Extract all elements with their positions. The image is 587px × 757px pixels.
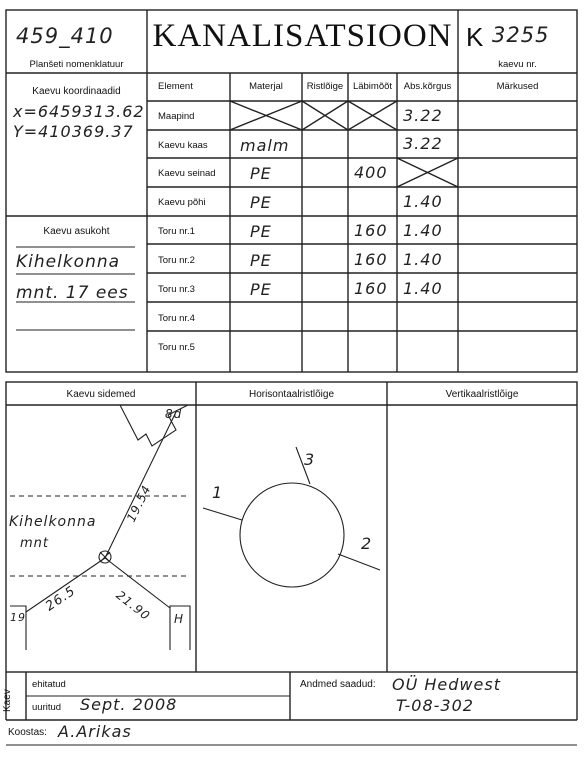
row-material: PE [250,251,272,270]
row-element: Kaevu kaas [158,140,208,151]
distance-left: 26.5 [43,583,79,615]
row-height: 3.22 [403,106,443,125]
well-number: 3255 [492,23,550,47]
coordinate-y: Y=410369.37 [13,122,134,141]
col-header-element: Element [158,81,193,92]
corner-label-left: 19 [10,611,26,624]
row-material: PE [250,222,272,241]
distance-right: 21.90 [113,588,154,624]
data-source-code: T-08-302 [396,696,474,715]
location-label: Kaevu asukoht [43,226,110,237]
horizontal-section-drawing [203,447,380,587]
row-element: Toru nr.4 [158,313,195,324]
footer-side-label: Kaev [2,689,13,712]
row-height: 1.40 [403,221,443,240]
row-element: Kaevu seinad [158,168,216,179]
well-prefix: K [466,22,484,52]
distance-up: 19.54 [124,482,154,525]
row-height: 1.40 [403,279,443,298]
built-label: ehitatud [32,679,66,690]
row-diameter: 160 [354,250,388,269]
pipe-1-label: 1 [212,483,224,502]
location-line-1: Kihelkonna [16,252,121,272]
row-height: 1.40 [403,250,443,269]
page-title: KANALISATSIOON [152,18,453,54]
road-label-suffix: mnt [20,536,49,551]
row-element: Toru nr.2 [158,255,195,266]
row-material: PE [250,193,272,212]
row-element: Maapind [158,111,195,122]
section-vertical-title: Vertikaalristlõige [445,389,519,400]
compiled-label: Koostas: [8,727,47,738]
pipe-3-label: 3 [304,450,316,469]
row-element: Kaevu põhi [158,197,206,208]
row-diameter: 160 [354,279,388,298]
row-height: 1.40 [403,192,443,211]
surveyed-label: uuritud [32,702,62,713]
col-header-cross: Ristlõige [306,81,344,92]
col-header-height: Abs.kõrgus [403,81,452,92]
col-header-notes: Märkused [496,81,539,92]
row-material: malm [240,136,290,155]
sheet-label: Planšeti nomenklatuur [29,59,124,70]
road-label: Kihelkonna [9,514,97,530]
coordinate-x: x=6459313.62 [13,102,145,121]
row-height: 3.22 [403,134,443,153]
location-line-2: mnt. 17 ees [16,283,129,303]
sheet-number: 459_410 [16,24,114,48]
corner-label-top: 8d [165,407,183,421]
section-horizontal-title: Horisontaalristlõige [248,389,335,400]
row-element: Toru nr.3 [158,284,195,295]
section-connections-title: Kaevu sidemed [66,389,136,400]
row-material: PE [250,280,272,299]
data-source-company: OÜ Hedwest [392,675,501,694]
row-element: Toru nr.1 [158,226,195,237]
row-diameter: 400 [354,163,388,182]
row-diameter: 160 [354,221,388,240]
data-source-label: Andmed saadud: [300,679,376,690]
row-element: Toru nr.5 [158,342,195,353]
row-material: PE [250,164,272,183]
col-header-material: Materjal [249,81,283,92]
well-label: kaevu nr. [498,59,537,70]
corner-label-right: H [174,612,185,626]
surveyed-value: Sept. 2008 [80,695,178,714]
compiled-value: A.Arikas [58,722,132,741]
pipe-2-label: 2 [361,534,373,553]
coordinates-label: Kaevu koordinaadid [32,86,121,97]
col-header-diameter: Läbimõõt [352,81,393,92]
